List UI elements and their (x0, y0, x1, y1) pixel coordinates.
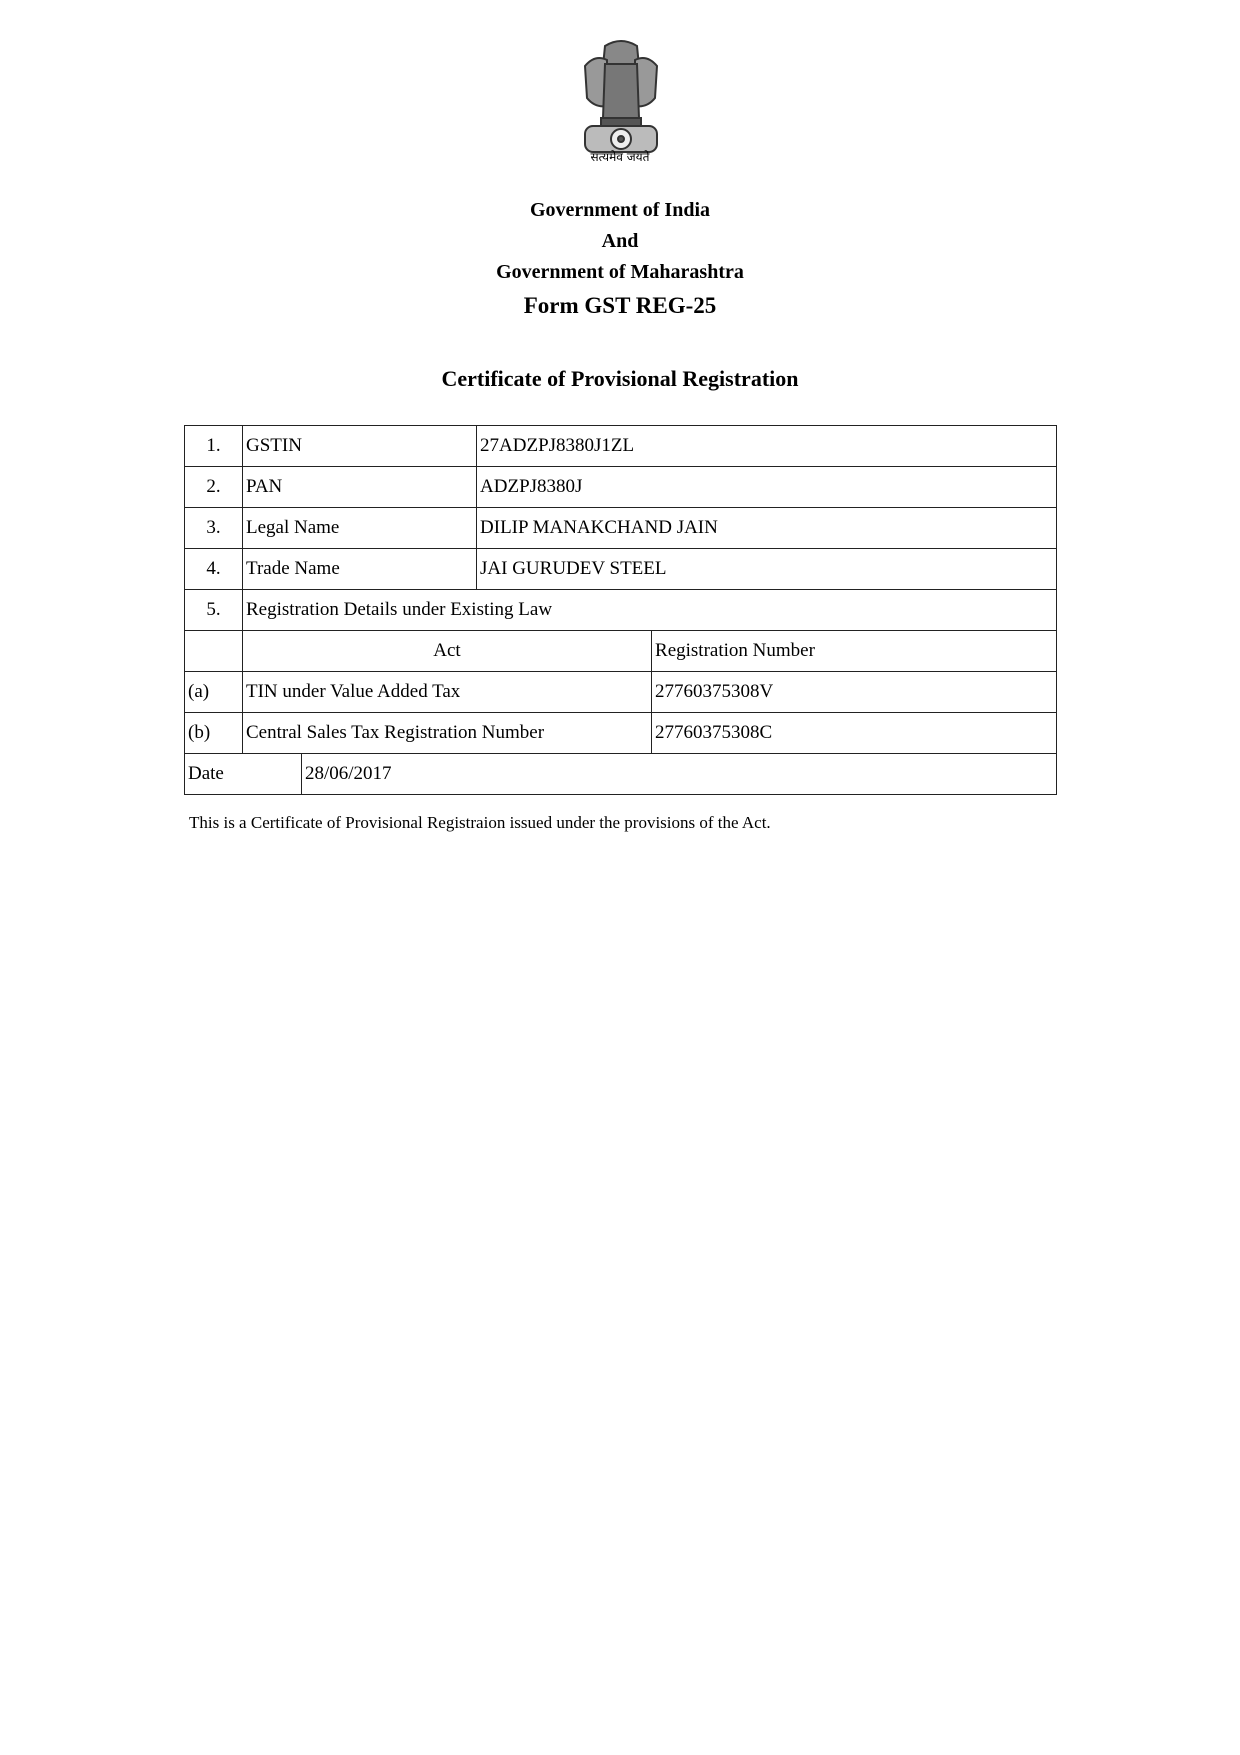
row-number: 5. (185, 590, 243, 631)
act-name: TIN under Value Added Tax (243, 672, 652, 713)
row-value: JAI GURUDEV STEEL (477, 549, 1057, 590)
row-value: DILIP MANAKCHAND JAIN (477, 508, 1057, 549)
table-row (185, 508, 1057, 549)
date-label: Date (185, 754, 302, 795)
table-row (185, 426, 1057, 467)
row-number: 3. (185, 508, 243, 549)
act-header: Act (243, 631, 652, 672)
row-label: GSTIN (243, 426, 477, 467)
section-label: Registration Details under Existing Law (243, 590, 1057, 631)
heading-govt-maharashtra: Government of Maharashtra (496, 261, 744, 283)
row-number: (a) (185, 672, 243, 713)
certificate-footnote: This is a Certificate of Provisional Registraion issued under the provisions of the Act. (189, 813, 771, 832)
table-row (185, 672, 1057, 713)
empty-cell (185, 631, 243, 672)
act-name: Central Sales Tax Registration Number (243, 713, 652, 754)
row-number: 2. (185, 467, 243, 508)
row-label: PAN (243, 467, 477, 508)
row-label: Legal Name (243, 508, 477, 549)
emblem-motto: सत्यमेव जयते (590, 150, 650, 164)
row-label: Trade Name (243, 549, 477, 590)
row-value: ADZPJ8380J (477, 467, 1057, 508)
table-subheader-row (185, 631, 1057, 672)
certificate-title: Certificate of Provisional Registration (441, 366, 799, 391)
reg-number-header: Registration Number (652, 631, 1057, 672)
table-row (185, 549, 1057, 590)
reg-number: 27760375308C (652, 713, 1057, 754)
table-row (185, 713, 1057, 754)
row-number: (b) (185, 713, 243, 754)
date-value: 28/06/2017 (302, 754, 1057, 795)
row-number: 4. (185, 549, 243, 590)
table-row-date (185, 754, 1057, 795)
reg-number: 27760375308V (652, 672, 1057, 713)
table-row (185, 467, 1057, 508)
row-value: 27ADZPJ8380J1ZL (477, 426, 1057, 467)
form-title: Form GST REG-25 (523, 293, 717, 318)
heading-and: And (601, 230, 639, 252)
table-row-section5 (185, 590, 1057, 631)
registration-table (184, 425, 1057, 795)
row-number: 1. (185, 426, 243, 467)
heading-govt-india: Government of India (530, 199, 710, 221)
